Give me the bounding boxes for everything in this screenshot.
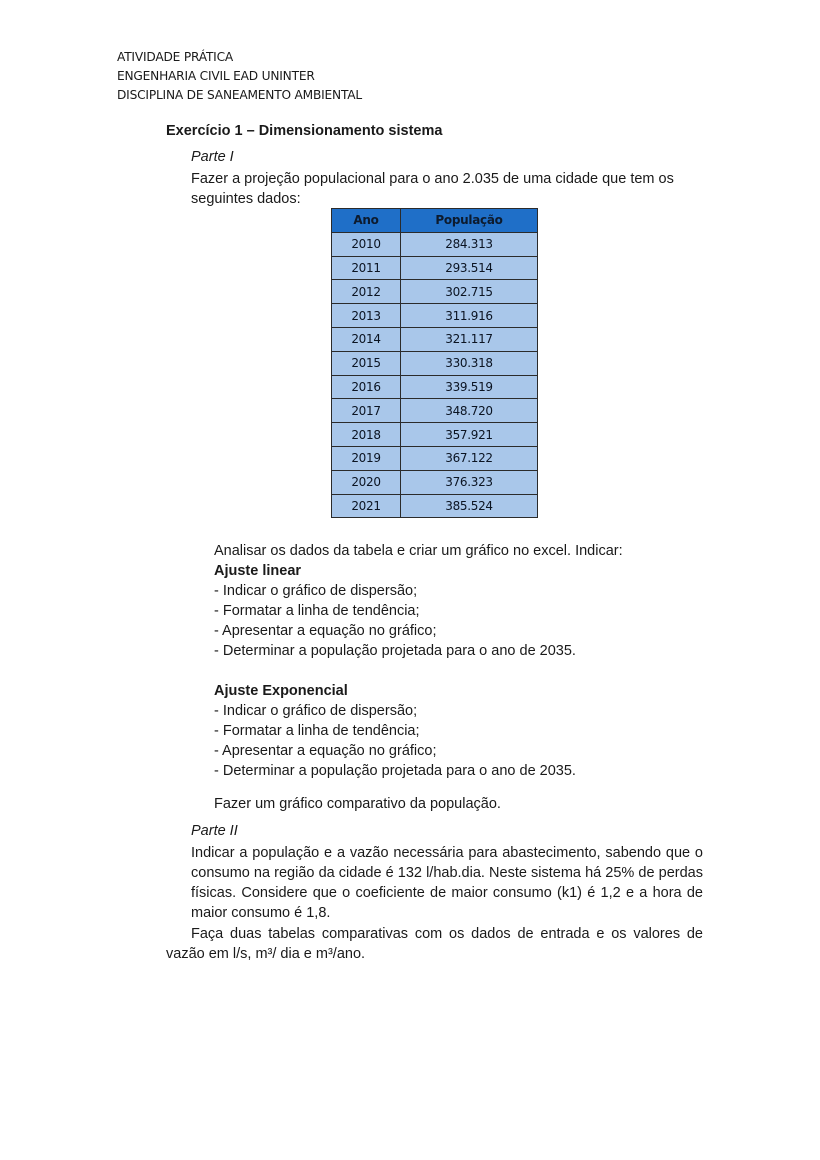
exponential-item: - Indicar o gráfico de dispersão; xyxy=(214,703,418,719)
header-line-2: ENGENHARIA CIVIL EAD UNINTER xyxy=(117,69,315,83)
cell-population: 311.916 xyxy=(401,304,538,328)
table-row xyxy=(332,327,538,351)
exponential-item: - Apresentar a equação no gráfico; xyxy=(214,743,437,759)
cell-year: 2012 xyxy=(332,280,401,304)
cell-year: 2013 xyxy=(332,304,401,328)
cell-population: 376.323 xyxy=(401,470,538,494)
table-row xyxy=(332,470,538,494)
part2-title: Parte II xyxy=(191,823,238,839)
header-population: População xyxy=(401,209,538,233)
linear-item: - Formatar a linha de tendência; xyxy=(214,603,420,619)
table-row xyxy=(332,256,538,280)
comparative-chart-instruction: Fazer um gráfico comparativo da população. xyxy=(214,796,501,812)
table-row xyxy=(332,351,538,375)
cell-population: 330.318 xyxy=(401,351,538,375)
cell-population: 385.524 xyxy=(401,494,538,518)
table-row xyxy=(332,423,538,447)
exponential-item: - Determinar a população projetada para o ano de 2035. xyxy=(214,763,576,779)
linear-item: - Indicar o gráfico de dispersão; xyxy=(214,583,418,599)
population-table xyxy=(331,208,538,518)
cell-year: 2018 xyxy=(332,423,401,447)
header-line-1: ATIVIDADE PRÁTICA xyxy=(117,50,234,64)
part1-intro: Fazer a projeção populacional para o ano 2.035 de uma cidade que tem os seguintes dados: xyxy=(191,171,674,207)
header-year: Ano xyxy=(332,209,401,233)
cell-year: 2017 xyxy=(332,399,401,423)
table-row xyxy=(332,494,538,518)
cell-year: 2020 xyxy=(332,470,401,494)
cell-year: 2011 xyxy=(332,256,401,280)
linear-item: - Apresentar a equação no gráfico; xyxy=(214,623,437,639)
table-row xyxy=(332,304,538,328)
comparative-tables-instruction: Faça duas tabelas comparativas com os dados de entrada e os valores de vazão em l/s, m³/ dia e m³/ano. xyxy=(166,926,703,962)
linear-item: - Determinar a população projetada para o ano de 2035. xyxy=(214,643,576,659)
exponential-fit-section xyxy=(214,681,576,781)
cell-population: 339.519 xyxy=(401,375,538,399)
cell-population: 321.117 xyxy=(401,327,538,351)
cell-year: 2015 xyxy=(332,351,401,375)
cell-population: 348.720 xyxy=(401,399,538,423)
cell-population: 357.921 xyxy=(401,423,538,447)
table-row xyxy=(332,399,538,423)
exponential-fit-title: Ajuste Exponencial xyxy=(214,683,348,699)
part2-text: Indicar a população e a vazão necessária para abastecimento, sabendo que o consumo na região da cidade é 132 l/hab.dia. Neste sistema há 25% de perdas físicas. Considere que o coeficiente de maior consumo (k1) é 1,2 e a hora de maior consumo é 1,8. xyxy=(191,845,703,921)
linear-fit-section xyxy=(214,561,576,661)
table-row xyxy=(332,446,538,470)
table-header-row xyxy=(332,209,538,233)
cell-year: 2014 xyxy=(332,327,401,351)
instructions-lead: Analisar os dados da tabela e criar um gráfico no excel. Indicar: xyxy=(214,543,623,559)
header-line-3: DISCIPLINA DE SANEAMENTO AMBIENTAL xyxy=(117,88,362,102)
table-row xyxy=(332,232,538,256)
cell-year: 2019 xyxy=(332,446,401,470)
table-row xyxy=(332,375,538,399)
cell-population: 284.313 xyxy=(401,232,538,256)
cell-year: 2021 xyxy=(332,494,401,518)
exercise-title: Exercício 1 – Dimensionamento sistema xyxy=(166,123,443,139)
cell-population: 302.715 xyxy=(401,280,538,304)
cell-population: 367.122 xyxy=(401,446,538,470)
cell-year: 2016 xyxy=(332,375,401,399)
cell-year: 2010 xyxy=(332,232,401,256)
cell-population: 293.514 xyxy=(401,256,538,280)
part1-title: Parte I xyxy=(191,149,234,165)
linear-fit-title: Ajuste linear xyxy=(214,563,302,579)
table-row xyxy=(332,280,538,304)
exponential-item: - Formatar a linha de tendência; xyxy=(214,723,420,739)
